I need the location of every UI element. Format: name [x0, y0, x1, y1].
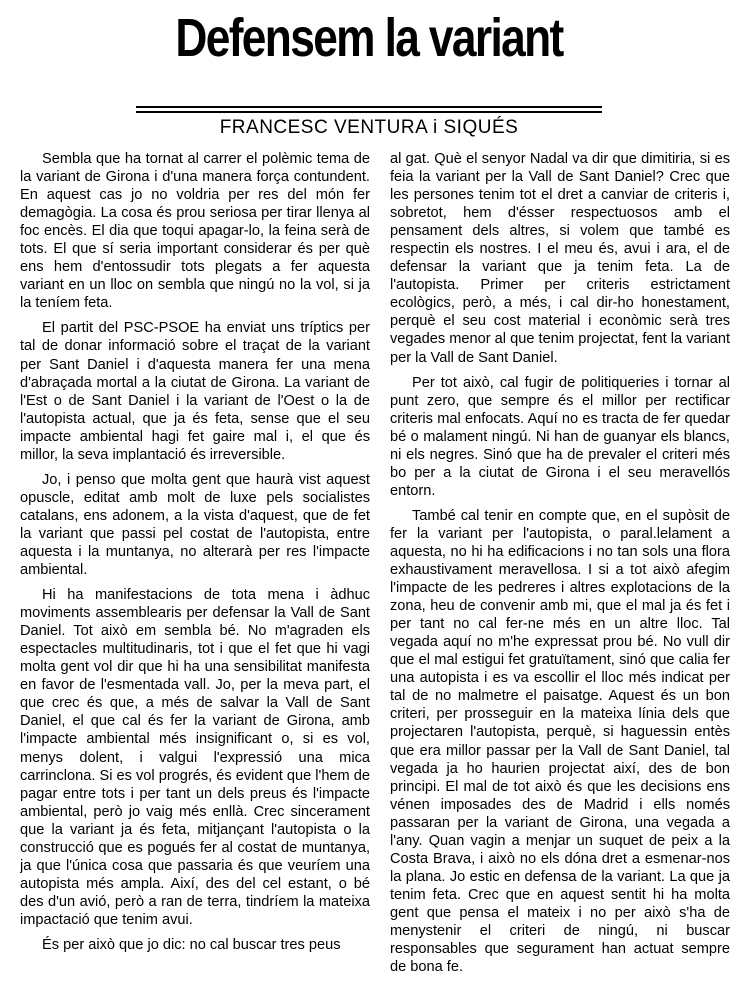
article-paragraph: Jo, i penso que molta gent que haurà vist aquest opuscle, editat amb molt de luxe pels socialistes catalans, ens adonem, a la vista d'aquest, que de fet la variant que passi pel costat de l'autopista, entre aquesta i la muntanya, no alterarà per res l'impacte ambiental. — [20, 471, 370, 579]
article-paragraph: al gat. Què el senyor Nadal va dir que dimitiria, si es feia la variant per la Vall de Sant Daniel? Crec que les persones tenim tot el dret a canviar de criteris i, sobretot, hem d'ésser respectuosos amb el pensament dels altres, si volem que també es respectin els nostres. I el meu és, avui i ara, el de defensar la variant que ja tenim feta. La de l'autopista. Primer per criteris estrictament ecològics, però, a més, i cal dir-ho honestament, perquè el seu cost material i econòmic serà tres vegades menor al que tenim projectat, fent la variant per la Vall de Sant Daniel. — [390, 151, 730, 366]
headline-rule-top — [136, 106, 602, 108]
article-paragraph: Per tot això, cal fugir de politiqueries i tornar al punt zero, que sempre és el millor per rectificar criteris mal enfocats. Aquí no es tracta de fer quedar bé o malament ningú. Ni han de guanyar els blancs, ni els negres. Sinó que ha de prevaler el criteri més bo per a la ciutat de Girona i el seu meravellós entorn. — [390, 374, 730, 499]
article-paragraph: El partit del PSC-PSOE ha enviat uns tríptics per tal de donar informació sobre el traçat de la variant per Sant Daniel i d'aquesta manera fer una mena d'abraçada mortal a la ciutat de Girona. La variant de l'Est o de Sant Daniel i la variant de l'Oest o la de l'autopista actual, que ja és feta, sense que el seu impacte ambiental hagi fet gaire mal i, el que és millor, la seva implantació és irreversible. — [20, 320, 370, 463]
article-column-right — [390, 150, 730, 1006]
article-paragraph: Hi ha manifestacions de tota mena i àdhuc moviments assemblearis per defensar la Vall de Sant Daniel. Tot això em sembla bé. No m'agraden els espectacles multitudinaris, tot i que el fet que hi vagi molta gent vol dir que hi ha una sensibilitat manifesta en favor de l'esmentada vall. Jo, per la meva part, el que crec és que, a més de salvar la Vall de Sant Daniel, el que cal és fer la variant de Girona, amb l'impacte ambiental més insignificant o, si es vol, menys dolent, i valgui l'expressió una mica carrinclona. Si es vol progrés, és evident que l'hem de pagar entre tots i per tant un dels preus és l'impacte ambiental, però jo vaig més enllà. Crec sincerament que la variant ja és feta, mitjançant l'autopista o la construcció que es pogués fer al costat de muntanya, ja que l'única cosa que passaria és que veuríem una autopista més ampla. Així, des del cel estant, o bé des d'un avió, però a ran de terra, tindríem la mateixa impactació que tenim avui. — [20, 587, 370, 928]
article-column-left — [20, 150, 370, 1006]
article-byline: FRANCESC VENTURA i SIQUÉS — [219, 117, 519, 138]
article-paragraph: Sembla que ha tornat al carrer el polèmic tema de la variant de Girona i d'una manera força contundent. En aquest cas jo no voldria per res del món fer demagògia. La cosa és prou seriosa per tirar llenya al foc encès. El dia que toqui apagar-lo, la feina serà de tots. El que sí seria important considerar és per què ens hem d'entossudir tots plegats a fer aquesta variant en un lloc on sembla que ningú no la vol, si ja la teníem feta. — [20, 151, 370, 312]
headline-rule-bottom — [136, 111, 602, 113]
article-paragraph: També cal tenir en compte que, en el supòsit de fer la variant per l'autopista, o paral.lelament a aquesta, no hi ha edificacions i no tan sols una flora exhaustivament meravellosa. I si a tot això afegim l'impacte de les pedreres i altres explotacions de la zona, heu de convenir amb mi, que el mal ja és fet i per tant no cal fer-ne més en un altre lloc. Tal vegada aquí no m'he expressat prou bé. No vull dir que el mal estigui fet gratuïtament, sinó que calia fer una autopista i es va escollir el lloc més indicat per tal de no malmetre el paisatge. Aquest és un bon criteri, per prosseguir en la mateixa línia dels que projectaren l'autopista, perquè, si haguessin entès que era millor passar per la Vall de Sant Daniel, tal vegada ja ho haurien projectat així, des de bon principi. El mal de tot això és que les decisions ens vénen imposades des de Madrid i ells només passaran per la variant de Girona, una vegada a l'any. Quan vagin a menjar un suquet de peix a la Costa Brava, i això no els dóna dret a esmenar-nos la plana. Jo estic en defensa de la variant. La que ja tenim feta. Crec que en aquest sentit hi ha molta gent que pensa el mateix i no per això s'ha de menystenir el criteri de ningú, ni buscar responsables que segurament han actuat sempre de bona fe. — [390, 507, 730, 976]
article-paragraph: És per això que jo dic: no cal buscar tres peus — [42, 936, 341, 953]
article-headline: Defensem la variant — [175, 8, 563, 68]
